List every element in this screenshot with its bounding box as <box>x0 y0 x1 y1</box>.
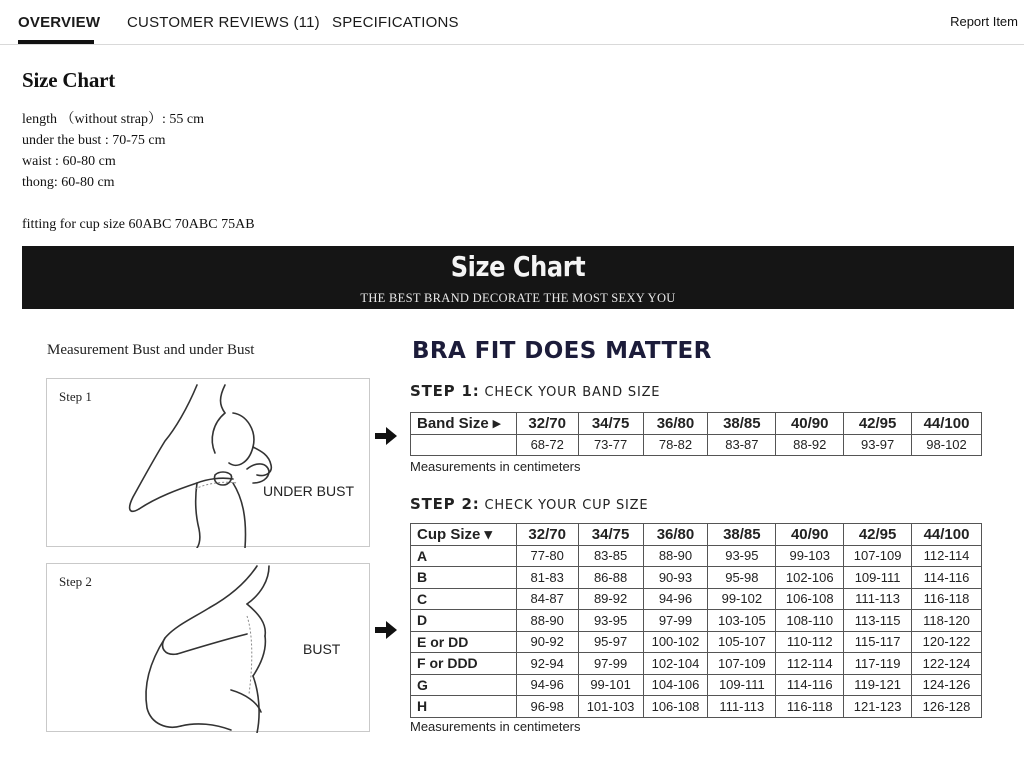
cup-value-cell: 102-106 <box>776 567 844 589</box>
cup-value-cell: 88-90 <box>643 545 708 567</box>
band-value-cell: 83-87 <box>708 434 776 456</box>
tab-bar <box>0 0 1024 45</box>
step2-heading-prefix: STEP 2: <box>410 495 480 513</box>
report-item-link[interactable]: Report Item <box>950 14 1018 29</box>
tab-specifications[interactable]: SPECIFICATIONS <box>332 14 459 31</box>
table-row <box>411 696 982 718</box>
table-row <box>411 653 982 675</box>
size-chart-banner <box>22 246 1014 309</box>
cup-value-cell: 94-96 <box>516 674 578 696</box>
description-line-length: length （without strap）: 55 cm <box>22 112 204 127</box>
under-bust-illustration <box>47 379 371 548</box>
band-value-cell: 88-92 <box>776 434 844 456</box>
tab-customer-reviews[interactable]: CUSTOMER REVIEWS (11) <box>127 14 320 31</box>
cup-value-cell: 106-108 <box>643 696 708 718</box>
table-row <box>411 588 982 610</box>
cup-value-cell: 111-113 <box>844 588 912 610</box>
band-value-cell: 73-77 <box>578 434 643 456</box>
measurement-heading: Measurement Bust and under Bust <box>47 342 255 358</box>
cup-value-cell: 108-110 <box>776 610 844 632</box>
cup-value-cell: 109-111 <box>708 674 776 696</box>
cup-label-cell: G <box>411 674 517 696</box>
cup-value-cell: 99-101 <box>578 674 643 696</box>
size-chart-image <box>22 246 1014 746</box>
cup-size-col: 42/95 <box>844 524 912 546</box>
cup-label-cell: A <box>411 545 517 567</box>
cup-value-cell: 126-128 <box>912 696 982 718</box>
cup-size-col: 44/100 <box>912 524 982 546</box>
cup-value-cell: 116-118 <box>912 588 982 610</box>
band-value-cell: 98-102 <box>912 434 982 456</box>
step2-heading-text: CHECK YOUR CUP SIZE <box>484 498 649 513</box>
cup-value-cell: 114-116 <box>912 567 982 589</box>
tab-overview[interactable]: OVERVIEW <box>18 14 101 31</box>
cup-value-cell: 107-109 <box>844 545 912 567</box>
band-size-col: 40/90 <box>776 413 844 435</box>
band-size-col: 36/80 <box>643 413 708 435</box>
table-row <box>411 674 982 696</box>
cup-value-cell: 97-99 <box>578 653 643 675</box>
band-size-col: 34/75 <box>578 413 643 435</box>
cup-value-cell: 88-90 <box>516 610 578 632</box>
cup-value-cell: 100-102 <box>643 631 708 653</box>
cup-value-cell: 90-92 <box>516 631 578 653</box>
cup-value-cell: 106-108 <box>776 588 844 610</box>
under-bust-label: UNDER BUST <box>263 483 355 499</box>
band-value-cell: 78-82 <box>643 434 708 456</box>
step2-label: Step 2 <box>59 574 92 589</box>
table-row <box>411 610 982 632</box>
cup-value-cell: 101-103 <box>578 696 643 718</box>
step2-illustration-box <box>46 563 370 732</box>
band-size-blank-cell <box>411 434 517 456</box>
step1-heading <box>410 382 660 400</box>
cup-value-cell: 119-121 <box>844 674 912 696</box>
band-size-table <box>410 412 982 456</box>
table-row <box>411 631 982 653</box>
step1-heading-prefix: STEP 1: <box>410 382 480 400</box>
description-line-underbust: under the bust : 70-75 cm <box>22 133 166 148</box>
description-line-thong: thong: 60-80 cm <box>22 175 115 190</box>
cup-value-cell: 111-113 <box>708 696 776 718</box>
cup-size-col: 40/90 <box>776 524 844 546</box>
bra-fit-title: BRA FIT DOES MATTER <box>412 338 712 364</box>
cup-value-cell: 90-93 <box>643 567 708 589</box>
band-value-cell: 93-97 <box>844 434 912 456</box>
cup-label-cell: C <box>411 588 517 610</box>
band-size-header: Band Size ▸ <box>411 413 517 435</box>
table-row <box>411 567 982 589</box>
cup-size-rows <box>411 545 982 717</box>
cup-value-cell: 118-120 <box>912 610 982 632</box>
cup-value-cell: 86-88 <box>578 567 643 589</box>
cup-value-cell: 112-114 <box>776 653 844 675</box>
band-size-col: 44/100 <box>912 413 982 435</box>
step2-heading <box>410 495 648 513</box>
cup-value-cell: 120-122 <box>912 631 982 653</box>
cup-value-cell: 96-98 <box>516 696 578 718</box>
cup-size-col: 34/75 <box>578 524 643 546</box>
cup-value-cell: 115-117 <box>844 631 912 653</box>
cup-value-cell: 104-106 <box>643 674 708 696</box>
cup-value-cell: 95-97 <box>578 631 643 653</box>
cup-value-cell: 97-99 <box>643 610 708 632</box>
cup-value-cell: 83-85 <box>578 545 643 567</box>
cup-value-cell: 77-80 <box>516 545 578 567</box>
table-row <box>411 545 982 567</box>
cup-value-cell: 107-109 <box>708 653 776 675</box>
cup-label-cell: H <box>411 696 517 718</box>
cup-value-cell: 94-96 <box>643 588 708 610</box>
description-fitting: fitting for cup size 60ABC 70ABC 75AB <box>22 217 255 232</box>
cup-value-cell: 102-104 <box>643 653 708 675</box>
cup-label-cell: F or DDD <box>411 653 517 675</box>
banner-title: Size Chart <box>450 250 586 283</box>
cup-value-cell: 95-98 <box>708 567 776 589</box>
band-value-cell: 68-72 <box>516 434 578 456</box>
band-size-col: 32/70 <box>516 413 578 435</box>
measurements-note: Measurements in centimeters <box>410 719 581 734</box>
cup-value-cell: 114-116 <box>776 674 844 696</box>
step1-label: Step 1 <box>59 389 92 404</box>
cup-label-cell: B <box>411 567 517 589</box>
cup-size-table <box>410 523 982 718</box>
bust-label: BUST <box>303 641 341 657</box>
arrow-right-icon <box>375 427 397 445</box>
cup-value-cell: 99-103 <box>776 545 844 567</box>
cup-value-cell: 89-92 <box>578 588 643 610</box>
step1-heading-text: CHECK YOUR BAND SIZE <box>484 385 661 400</box>
band-size-col: 38/85 <box>708 413 776 435</box>
cup-size-col: 36/80 <box>643 524 708 546</box>
cup-value-cell: 109-111 <box>844 567 912 589</box>
cup-value-cell: 93-95 <box>578 610 643 632</box>
cup-value-cell: 99-102 <box>708 588 776 610</box>
cup-size-header: Cup Size ▾ <box>411 524 517 546</box>
cup-size-col: 32/70 <box>516 524 578 546</box>
cup-value-cell: 116-118 <box>776 696 844 718</box>
description-title: Size Chart <box>22 68 116 92</box>
cup-value-cell: 117-119 <box>844 653 912 675</box>
cup-value-cell: 122-124 <box>912 653 982 675</box>
cup-value-cell: 93-95 <box>708 545 776 567</box>
active-tab-indicator <box>18 40 94 44</box>
cup-label-cell: D <box>411 610 517 632</box>
cup-value-cell: 121-123 <box>844 696 912 718</box>
cup-value-cell: 113-115 <box>844 610 912 632</box>
band-size-col: 42/95 <box>844 413 912 435</box>
cup-size-col: 38/85 <box>708 524 776 546</box>
description-line-waist: waist : 60-80 cm <box>22 154 116 169</box>
cup-value-cell: 124-126 <box>912 674 982 696</box>
cup-value-cell: 81-83 <box>516 567 578 589</box>
cup-value-cell: 112-114 <box>912 545 982 567</box>
measurements-note: Measurements in centimeters <box>410 459 581 474</box>
cup-value-cell: 110-112 <box>776 631 844 653</box>
product-description <box>22 68 255 235</box>
step1-illustration-box <box>46 378 370 547</box>
cup-value-cell: 84-87 <box>516 588 578 610</box>
arrow-right-icon <box>375 621 397 639</box>
cup-label-cell: E or DD <box>411 631 517 653</box>
cup-value-cell: 105-107 <box>708 631 776 653</box>
cup-value-cell: 103-105 <box>708 610 776 632</box>
cup-value-cell: 92-94 <box>516 653 578 675</box>
banner-subtitle: THE BEST BRAND DECORATE THE MOST SEXY YOU <box>360 291 676 305</box>
